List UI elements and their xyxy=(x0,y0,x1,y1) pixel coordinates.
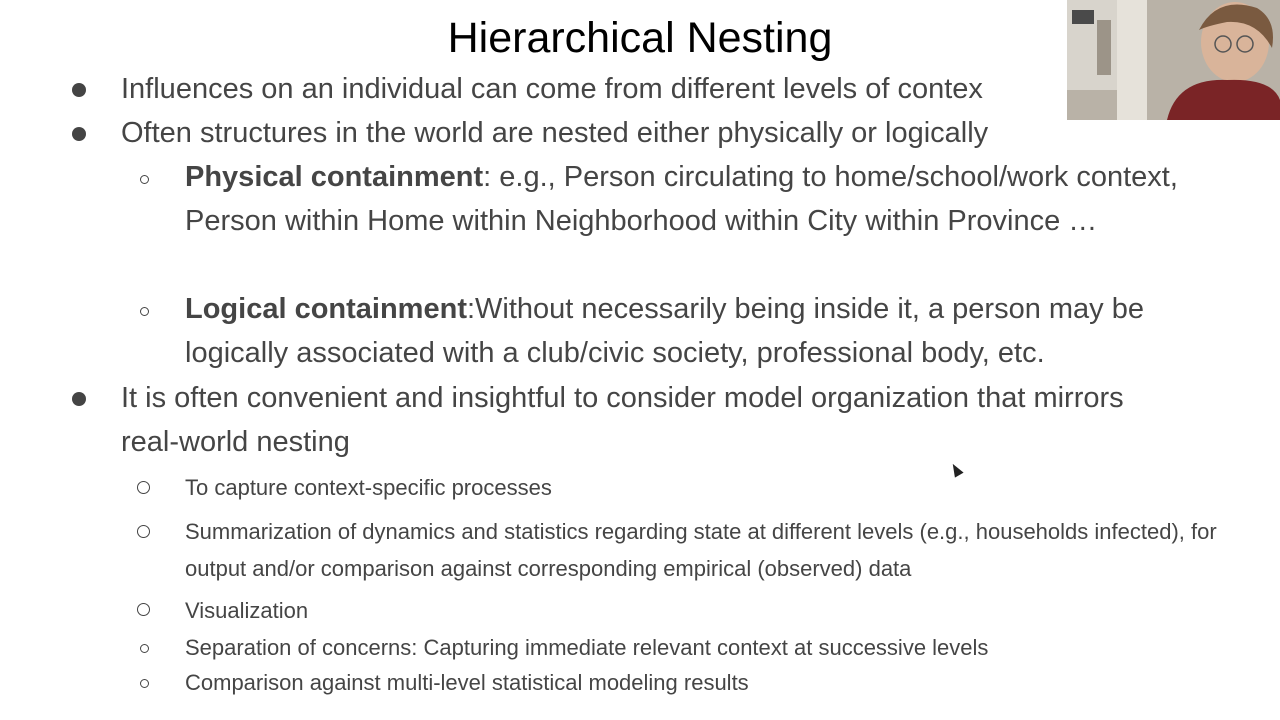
bullet-text: Influences on an individual can come from different levels of contex xyxy=(121,73,983,105)
sub-bullet-ring xyxy=(137,603,150,616)
sub-item-text: Comparison against multi-level statistical modeling results xyxy=(185,670,749,695)
slide-title: Hierarchical Nesting xyxy=(447,14,833,62)
physical-containment-label: Physical containment xyxy=(185,161,484,193)
bullet-dot xyxy=(72,83,86,97)
sub-bullet-ring xyxy=(137,481,150,494)
sub-item-text: Visualization xyxy=(185,598,309,623)
sub-item-text: Summarization of dynamics and statistics regarding state at different levels (e.g., households infected), for output and/or comparison against corresponding empirical (observed) data xyxy=(185,519,1217,581)
bullet-text: It is often convenient and insightful to consider model organization that mirrors real-world nesting xyxy=(121,382,1124,458)
sub-bullet-ring xyxy=(137,525,150,538)
bullet-text: Often structures in the world are nested either physically or logically xyxy=(121,117,989,149)
physical-containment-text xyxy=(185,155,1225,243)
sub-item-text: To capture context-specific processes xyxy=(185,475,552,500)
bullet-dot xyxy=(72,127,86,141)
logical-containment-text xyxy=(185,287,1225,375)
sub-bullet-ring xyxy=(140,679,149,688)
sub-bullet-ring xyxy=(140,644,149,653)
sub-bullet-ring xyxy=(140,175,149,184)
presenter-video xyxy=(1067,0,1280,120)
sub-item-text: Separation of concerns: Capturing immediate relevant context at successive levels xyxy=(185,635,989,660)
presenter-video-icon xyxy=(1067,0,1280,120)
physical-containment-desc: : e.g., Person circulating to home/school/work context, Person within Home within Neighborhood within City within Province … xyxy=(185,161,1178,237)
logical-containment-desc: :Without necessarily being inside it, a person may be logically associated with a club/civic society, professional body, etc. xyxy=(185,293,1144,369)
sub-bullet-ring xyxy=(140,307,149,316)
logical-containment-label: Logical containment xyxy=(185,293,467,325)
bullet-dot xyxy=(72,392,86,406)
